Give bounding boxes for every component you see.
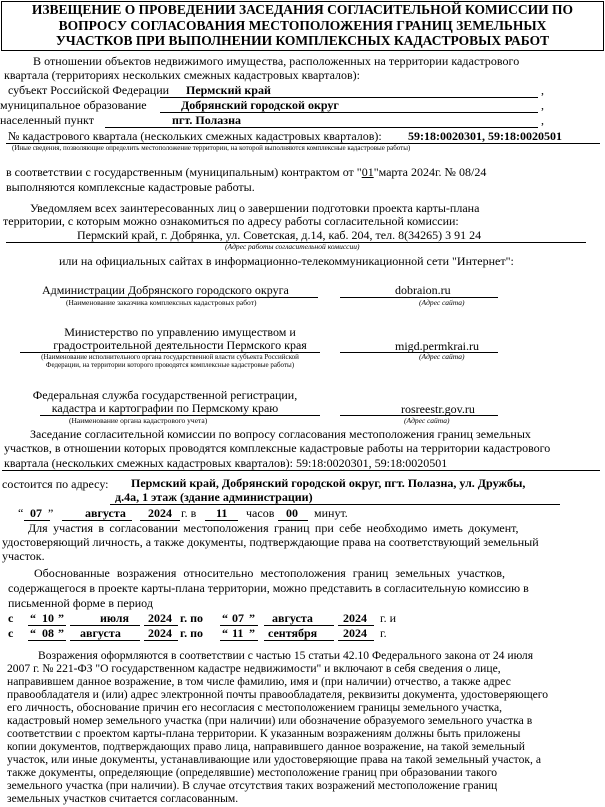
commission-address: Пермский край, г. Добрянка, ул. Советская, д.14, каб. 204, тел. 8(34265) 3 91 24 <box>77 228 482 242</box>
subject-value: Пермский край <box>186 83 271 97</box>
field-underline <box>220 640 258 641</box>
quote: ” <box>58 626 64 640</box>
quote: ” <box>58 611 64 625</box>
meeting-year: 2024 <box>148 506 172 520</box>
law-line: также документы, определяющие (определявшие) местоположение границ при образовании такого <box>7 766 498 779</box>
period-from: с <box>8 626 14 640</box>
period-from: с <box>8 611 14 625</box>
participation-line: Для участия в согласовании местоположения границ при себе необходимо иметь документ, <box>28 521 519 535</box>
org1-caption: (Наименование заказчика комплексных кадастровых работ) <box>66 298 257 307</box>
period-month: августа <box>272 611 313 625</box>
period-month: июля <box>100 611 130 625</box>
org2-name: градостроительной деятельности Пермского края <box>53 338 307 352</box>
period-day: 08 <box>42 626 54 640</box>
law-line: 2007 г. № 221-ФЗ "О государственном кадастре недвижимости" и включают в себя сведения о лице, <box>7 662 501 675</box>
comma: , <box>541 98 544 112</box>
address-label: состоится по адресу: <box>2 477 109 491</box>
org3-name: Федеральная служба государственной регистрации, <box>32 388 298 402</box>
title-box <box>1 1 604 51</box>
period-to: г. по <box>180 626 204 640</box>
meeting-month: августа <box>85 506 126 520</box>
quote: “ <box>30 626 36 640</box>
contract-text: в соответствии с государственным (муниципальным) контрактом от " <box>6 165 362 179</box>
law-line: копии документов, подтверждающих право лица, направившего данное возражение, на такой земельный <box>7 740 525 753</box>
contract-line: выполняются комплексные кадастровые работы. <box>6 180 255 194</box>
field-underline <box>70 640 140 641</box>
participation-line: участок. <box>2 549 45 563</box>
period-end: г. <box>380 626 387 640</box>
period-year: 2024 <box>148 611 172 625</box>
meeting-line: участков, в отношении которых проводятся комплексные кадастровые работы на территории кадастрового <box>4 441 551 455</box>
org2-name: Министерство по управлению имуществом и <box>64 325 296 339</box>
period-day: 10 <box>42 611 54 625</box>
settlement-label: населенный пункт <box>0 113 94 127</box>
org3-site[interactable]: rosreestr.gov.ru <box>401 402 475 416</box>
quote: “ <box>222 626 228 640</box>
quote: ” <box>249 626 255 640</box>
org3-caption: (Наименование органа кадастрового учета) <box>69 416 208 425</box>
meeting-line: квартала (нескольких смежных кадастровых кварталов): 59:18:0020301, 59:18:0020501 <box>4 456 448 470</box>
org1-name: Администрации Добрянского городского округа <box>42 283 289 297</box>
quote: “ <box>30 611 36 625</box>
law-line: соответствии с проектом карты-плана территории. К указанным возражениям должны быть приложены <box>7 727 521 740</box>
commission-address-caption: (Адрес работы согласительной комиссии) <box>225 242 360 251</box>
meeting-line: Заседание согласительной комиссии по вопросу согласования местоположения границ земельных <box>30 427 531 441</box>
site-caption: (Адрес сайта) <box>419 352 465 361</box>
law-line: земельного участка (при наличии). В случае отсутствия таких возражений местоположение границ <box>7 779 498 792</box>
period-to: г. по <box>180 611 204 625</box>
title-line: ИЗВЕЩЕНИЕ О ПРОВЕДЕНИИ ЗАСЕДАНИЯ СОГЛАСИТЕЛЬНОЙ КОМИССИИ ПО <box>31 2 574 17</box>
field-underline <box>264 640 334 641</box>
notify-line: Уведомляем всех заинтересованных лиц о завершении подготовки проекта карты-плана <box>30 201 480 215</box>
municipality-label: муниципальное образование <box>0 98 147 112</box>
contract-line <box>6 166 486 179</box>
period-day: 07 <box>232 611 244 625</box>
comma: , <box>541 113 544 127</box>
comma: , <box>541 83 544 97</box>
contract-text: "марта 2024г. № 08/24 <box>373 165 487 179</box>
hours-label: часов <box>246 506 275 520</box>
law-line: Возражения оформляются в соответствии с частью 15 статьи 42.10 Федерального закона от 24 июля <box>38 649 534 662</box>
site-caption: (Адрес сайта) <box>404 416 450 425</box>
law-line: правообладателя и (или) адрес электронной почты правообладателя, реквизиты документа, удостоверяющего <box>7 688 549 701</box>
law-line: участок, или иные документы, устанавливающие или удостоверяющие права на такой земельный участок, а <box>7 753 541 766</box>
quote: “ <box>18 506 24 520</box>
quote: “ <box>222 611 228 625</box>
law-line: земельных участков считается согласованным. <box>7 792 239 805</box>
law-line: его личность, обоснование причин его несогласия с местоположением границы земельного участка, <box>7 701 503 714</box>
websites-intro: или на официальных сайтах в информационно-телекоммуникационной сети "Интернет": <box>59 254 514 268</box>
site-caption: (Адрес сайта) <box>419 298 465 307</box>
year-suffix: г. в <box>181 506 197 520</box>
org3-name: кадастра и картографии по Пермскому краю <box>51 401 279 415</box>
settlement-value: пгт. Полазна <box>172 113 241 127</box>
period-year: 2024 <box>343 611 367 625</box>
meeting-minutes: 00 <box>286 506 298 520</box>
quote: ” <box>249 611 255 625</box>
address-line: Пермский край, Добрянский городской округ, пгт. Полазна, ул. Дружбы, <box>131 476 526 490</box>
title-line: УЧАСТКОВ ПРИ ВЫПОЛНЕНИИ КОМПЛЕКСНЫХ КАДАСТРОВЫХ РАБОТ <box>55 33 550 48</box>
municipality-value: Добрянский городской округ <box>181 98 339 112</box>
quote: ” <box>48 506 54 520</box>
law-line: кадастровый номер земельного участка (при наличии) или обозначение образуемого земельного участка в <box>7 714 533 727</box>
objections-line: Обоснованные возражения относительно местоположения границ земельных участков, <box>34 566 506 580</box>
field-underline <box>338 640 374 641</box>
participation-line: удостоверяющий личность, а также документы, подтверждающие права на соответствующий земельный <box>2 535 539 549</box>
intro-line: В отношении объектов недвижимого имущества, расположенных на территории кадастрового <box>33 54 520 68</box>
period-end: г. и <box>380 611 396 625</box>
period-year: 2024 <box>343 626 367 640</box>
org1-site[interactable]: dobraion.ru <box>395 283 451 297</box>
note-other-info: (Иные сведения, позволяющие определить местоположение территории, на которой выполняются комплексные кадастровые работы) <box>12 144 411 152</box>
field-underline <box>144 640 178 641</box>
meeting-day: 07 <box>30 506 42 520</box>
law-line: направившем данное возражение, в том числе фамилию, имя и (при наличии) отчество, а также адрес <box>7 675 511 688</box>
minutes-label: минут. <box>314 506 348 520</box>
period-day: 11 <box>232 626 244 640</box>
period-month: августа <box>80 626 121 640</box>
period-year: 2024 <box>148 626 172 640</box>
contract-day: 01 <box>361 165 374 179</box>
field-underline <box>105 127 538 128</box>
org2-site[interactable]: migd.permkrai.ru <box>395 339 479 353</box>
field-underline <box>2 470 600 471</box>
title-line: ВОПРОСУ СОГЛАСОВАНИЯ МЕСТОПОЛОЖЕНИЯ ГРАНИЦ ЗЕМЕЛЬНЫХ <box>58 17 547 33</box>
field-underline <box>28 640 66 641</box>
objections-line: письменной форме в период <box>8 596 153 610</box>
period-month: сентября <box>268 626 318 640</box>
quarter-label: № кадастрового квартала (нескольких смежных кадастровых кварталов): <box>8 129 382 143</box>
notify-line: территории, с которым можно ознакомиться по адресу работы согласительной комиссии: <box>3 214 459 228</box>
quarter-value: 59:18:0020301, 59:18:0020501 <box>408 129 562 143</box>
org2-caption: Федерации, на территории которого проводятся комплексные кадастровые работы) <box>45 361 295 369</box>
objections-line: содержащегося в проекте карты-плана территории, можно представить в согласительную комиссию в <box>8 581 529 595</box>
org2-caption: (Наименование исполнительного органа государственной власти субъекта Российской <box>41 353 299 361</box>
intro-line: квартала (территориях нескольких смежных кадастровых кварталов): <box>4 68 360 82</box>
field-underline <box>110 504 560 505</box>
subject-label: субъект Российской Федерации <box>8 83 170 97</box>
meeting-hours: 11 <box>216 506 228 520</box>
address-line: д.4а, 1 этаж (здание администрации) <box>115 490 313 504</box>
